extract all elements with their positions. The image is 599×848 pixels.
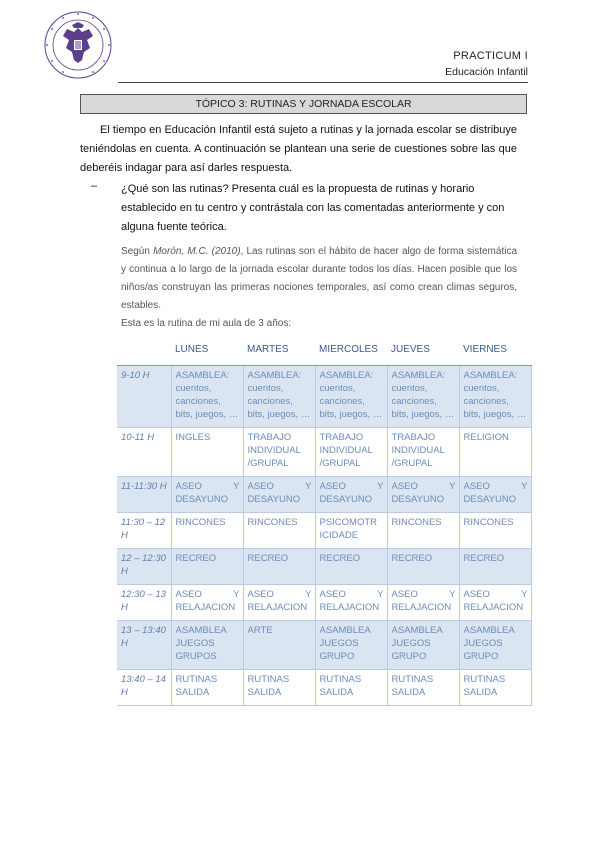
answer-paragraph: [121, 243, 517, 315]
schedule-cell: RINCONES: [243, 513, 315, 549]
answer-body: , Las rutinas son el hábito de hacer algo de forma sistemática y continua a lo largo de la jornada escolar durante todos los días. Hacen posible que los niños/as construyan las primeras nociones temporales, así como crean climas seguros, estables.: [121, 246, 518, 311]
time-cell: 10-11 H: [117, 428, 171, 477]
time-cell: 11:30 – 12 H: [117, 513, 171, 549]
schedule-cell: ASEO Y DESAYUNO: [315, 477, 387, 513]
time-cell: 11-11:30 H: [117, 477, 171, 513]
schedule-cell: RECREO: [243, 549, 315, 585]
schedule-cell: RUTINAS SALIDA: [315, 670, 387, 706]
table-row: [117, 549, 531, 585]
schedule-cell: RECREO: [171, 549, 243, 585]
schedule-cell: RUTINAS SALIDA: [459, 670, 531, 706]
schedule-cell: RINCONES: [387, 513, 459, 549]
table-row: [117, 513, 531, 549]
day-header: MARTES: [243, 338, 315, 366]
schedule-cell: ARTE: [243, 621, 315, 670]
table-row: [117, 477, 531, 513]
time-column-header: [117, 338, 171, 366]
schedule-cell: RECREO: [387, 549, 459, 585]
time-cell: 13 – 13:40 H: [117, 621, 171, 670]
schedule-table: [117, 338, 532, 706]
day-header: LUNES: [171, 338, 243, 366]
schedule-cell: RUTINAS SALIDA: [171, 670, 243, 706]
question-text: ¿Qué son las rutinas? Presenta cuál es la propuesta de rutinas y horario establecido en tu centro y contrástala con las comentadas anteriormente y con alguna fuente teórica.: [121, 183, 505, 233]
schedule-cell: ASAMBLEA: cuentos, canciones, bits, juegos, …: [243, 366, 315, 428]
question-bullet: –: [91, 180, 98, 192]
schedule-cell: ASEO Y RELAJACION: [459, 585, 531, 621]
schedule-cell: RINCONES: [459, 513, 531, 549]
table-row: [117, 585, 531, 621]
schedule-cell: TRABAJO INDIVIDUAL /GRUPAL: [387, 428, 459, 477]
schedule-cell: ASAMBLEA: cuentos, canciones, bits, juegos, …: [315, 366, 387, 428]
schedule-cell: ASEO Y DESAYUNO: [387, 477, 459, 513]
schedule-cell: ASAMBLEA: cuentos, canciones, bits, juegos, …: [171, 366, 243, 428]
schedule-cell: ASAMBLEA JUEGOS GRUPO: [315, 621, 387, 670]
time-cell: 12:30 – 13 H: [117, 585, 171, 621]
schedule-cell: ASEO Y RELAJACION: [243, 585, 315, 621]
schedule-cell: ASEO Y DESAYUNO: [459, 477, 531, 513]
schedule-cell: ASEO Y DESAYUNO: [243, 477, 315, 513]
schedule-cell: RECREO: [459, 549, 531, 585]
schedule-cell: RINCONES: [171, 513, 243, 549]
answer-citation: Morón, M.C. (2010): [153, 246, 241, 257]
intro-text: El tiempo en Educación Infantil está sujeto a rutinas y la jornada escolar se distribuye teniéndolas en cuenta. A continuación se plantean una serie de cuestiones sobre las que deberéis indagar para así darles respuesta.: [80, 124, 517, 174]
schedule-cell: PSICOMOTR ICIDADE: [315, 513, 387, 549]
schedule-cell: RELIGION: [459, 428, 531, 477]
schedule-cell: ASAMBLEA JUEGOS GRUPO: [387, 621, 459, 670]
table-row: [117, 428, 531, 477]
schedule-cell: RECREO: [315, 549, 387, 585]
table-row: [117, 366, 531, 428]
routine-intro: Esta es la rutina de mi aula de 3 años:: [121, 318, 292, 329]
schedule-cell: ASAMBLEA JUEGOS GRUPOS: [171, 621, 243, 670]
answer-lead: Según: [121, 246, 154, 257]
time-cell: 9-10 H: [117, 366, 171, 428]
time-cell: 13:40 – 14 H: [117, 670, 171, 706]
header-title: PRACTICUM I: [453, 50, 528, 62]
schedule-cell: TRABAJO INDIVIDUAL /GRUPAL: [243, 428, 315, 477]
schedule-cell: ASEO Y RELAJACION: [387, 585, 459, 621]
day-header: JUEVES: [387, 338, 459, 366]
day-header: VIERNES: [459, 338, 531, 366]
schedule-cell: ASAMBLEA: cuentos, canciones, bits, juegos, …: [459, 366, 531, 428]
schedule-cell: ASAMBLEA: cuentos, canciones, bits, juegos, …: [387, 366, 459, 428]
schedule-cell: RUTINAS SALIDA: [387, 670, 459, 706]
university-seal-icon: [43, 10, 113, 80]
schedule-cell: ASAMBLEA JUEGOS GRUPO: [459, 621, 531, 670]
schedule-header-row: [117, 338, 531, 366]
schedule-cell: ASEO Y RELAJACION: [171, 585, 243, 621]
header-subtitle: Educación Infantil: [445, 66, 528, 78]
schedule-cell: INGLES: [171, 428, 243, 477]
time-cell: 12 – 12:30 H: [117, 549, 171, 585]
day-header: MIERCOLES: [315, 338, 387, 366]
table-row: [117, 621, 531, 670]
schedule-cell: TRABAJO INDIVIDUAL /GRUPAL: [315, 428, 387, 477]
schedule-cell: ASEO Y RELAJACION: [315, 585, 387, 621]
intro-paragraph: [80, 121, 517, 178]
header-divider: [118, 82, 528, 83]
schedule-cell: ASEO Y DESAYUNO: [171, 477, 243, 513]
table-row: [117, 670, 531, 706]
schedule-cell: RUTINAS SALIDA: [243, 670, 315, 706]
topic-heading: TÓPICO 3: RUTINAS Y JORNADA ESCOLAR: [80, 94, 527, 114]
